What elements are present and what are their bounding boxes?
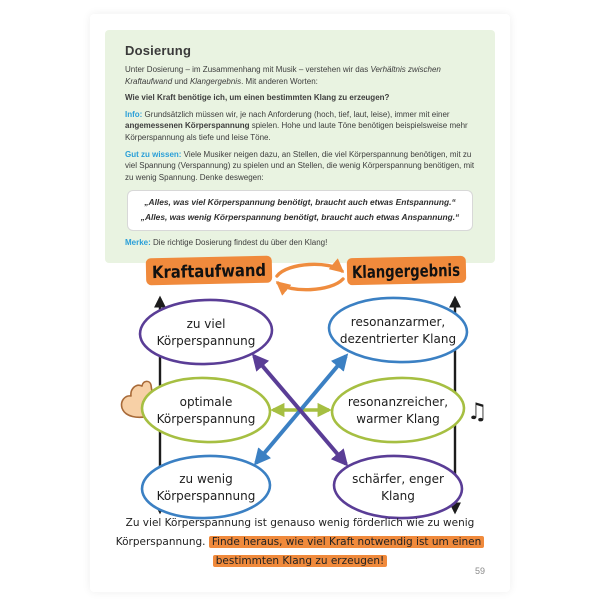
- ellipse-label-line1: schärfer, enger: [352, 472, 444, 486]
- caption-line-2: [0, 533, 600, 552]
- intro-text-mid: und: [172, 76, 190, 86]
- ellipse-label-line1: zu viel: [186, 317, 226, 331]
- info-text: Grundsätzlich müssen wir, je nach Anforderung (hoch, tief, laut, leise), immer mit einer: [142, 109, 450, 119]
- caption-text: Körperspannung.: [115, 535, 209, 548]
- page-number: 59: [474, 566, 485, 576]
- intro-text: Unter Dosierung – im Zusammenhang mit Musik – verstehen wir das: [125, 65, 371, 74]
- intro-text-end: . Mit anderen Worten:: [241, 76, 318, 86]
- key-question: Wie viel Kraft benötige ich, um einen bestimmten Klang zu erzeugen?: [125, 93, 390, 103]
- left-title-text: Kraftaufwand: [151, 260, 284, 284]
- cycle-arrows-icon: [277, 264, 343, 289]
- ellipse-schaerfer-enger-klang: [333, 454, 463, 520]
- ellipse-label-line2: dezentrierter Klang: [339, 332, 457, 346]
- ellipse-label-line1: optimale: [179, 395, 233, 409]
- right-title-klangergebnis: [347, 256, 491, 285]
- ellipse-resonanzreicher-klang: [331, 376, 465, 445]
- quote-line-2: „Alles, was wenig Körperspannung benötigt, braucht auch etwas Anspannung.“: [140, 212, 460, 223]
- ellipse-label-line1: zu wenig: [179, 472, 233, 486]
- caption-highlight: bestimmten Klang zu erzeugen!: [213, 555, 387, 567]
- page-title: Dosierung: [125, 43, 192, 58]
- ellipse-label-line2: Klang: [381, 489, 415, 503]
- info-label: Info:: [125, 109, 143, 119]
- caption-highlight: Finde heraus, wie viel Kraft notwendig ist um einen: [209, 536, 484, 548]
- intro-italic-1: Verhältnis zwischen Kraftaufwand: [125, 65, 441, 86]
- caption-line-1: [0, 514, 600, 533]
- diagram-caption: [0, 514, 600, 571]
- ellipse-label-line2: Körperspannung: [156, 489, 256, 503]
- caption-line-3: [0, 552, 600, 571]
- tip-paragraph: [125, 149, 475, 184]
- info-paragraph: [125, 109, 475, 144]
- music-notes-icon: ♫: [467, 399, 488, 425]
- effort-sound-diagram: [0, 248, 600, 548]
- caption-text: Zu viel Körperspannung ist genauso wenig förderlich wie zu wenig: [125, 517, 475, 529]
- ellipse-resonanzarmer-klang: [328, 296, 468, 365]
- tip-label: Gut zu wissen:: [125, 149, 182, 159]
- ellipse-label-line2: Körperspannung: [156, 334, 256, 348]
- ellipse-label-line1: resonanzarmer,: [350, 315, 446, 329]
- merke-text: Die richtige Dosierung findest du über den Klang!: [150, 237, 328, 247]
- ellipse-label-line2: warmer Klang: [356, 412, 440, 426]
- left-title-kraftaufwand: [146, 256, 284, 286]
- ellipse-label-line1: resonanzreicher,: [347, 395, 449, 409]
- quote-box: [127, 190, 473, 231]
- info-bold-text: angemessenen Körperspannung: [125, 121, 250, 131]
- quote-line-1: „Alles, was viel Körperspannung benötigt, braucht auch etwas Entspannung.“: [144, 197, 456, 208]
- tip-text: Viele Musiker neigen dazu, an Stellen, die viel Körperspannung benötigen, mit zu viel Spannung (Verspannung) zu spielen und an Stellen, die wenig Körperspannung benötigen, mit zu wenig Spannung. Denke deswegen:: [125, 149, 475, 182]
- merke-paragraph: [125, 237, 475, 249]
- info-box: [105, 30, 495, 263]
- intro-italic-2: Klangergebnis: [189, 76, 242, 86]
- merke-label: Merke:: [125, 237, 151, 247]
- info-text-end: spielen. Hohe und laute Töne benötigen beispielsweise mehr Körperspannung als tiefe und leise Töne.: [125, 121, 468, 142]
- right-title-text: Klangergebnis: [351, 260, 491, 284]
- ellipse-label-line2: Körperspannung: [156, 412, 256, 426]
- intro-paragraph: [125, 64, 475, 87]
